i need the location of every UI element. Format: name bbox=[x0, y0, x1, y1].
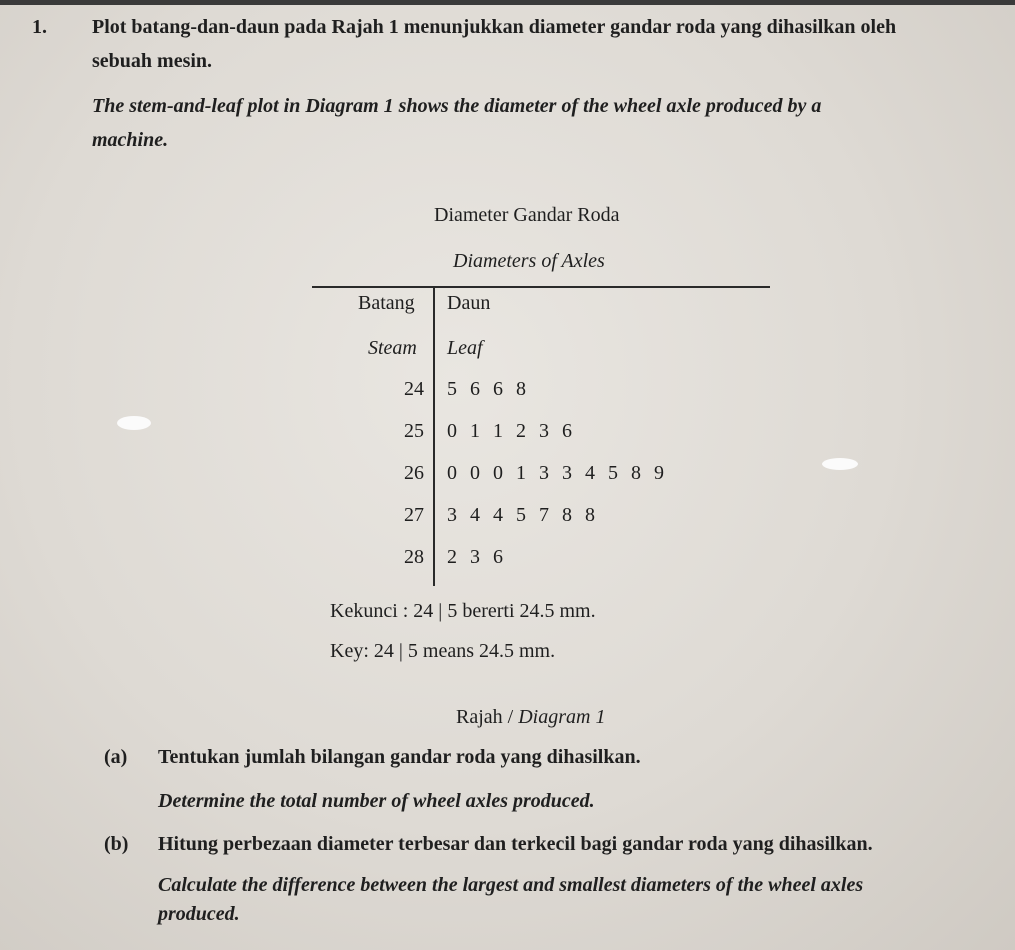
leaf-value: 3 bbox=[539, 462, 549, 484]
leaves-row-27 bbox=[447, 504, 608, 527]
leaf-value: 8 bbox=[516, 378, 526, 400]
diagram-caption-malay: Rajah / bbox=[456, 706, 519, 728]
leaves-row-25 bbox=[447, 420, 585, 443]
leaf-value: 0 bbox=[470, 462, 480, 484]
light-glare-right bbox=[822, 458, 858, 470]
light-glare-left bbox=[117, 416, 151, 430]
part-b-english-line-2: produced. bbox=[158, 903, 240, 925]
header-stem-malay: Batang bbox=[358, 292, 415, 314]
intro-english-line-2: machine. bbox=[92, 129, 169, 151]
leaves-row-24 bbox=[447, 378, 539, 401]
stem-27: 27 bbox=[404, 504, 424, 526]
leaf-value: 1 bbox=[493, 420, 503, 442]
leaf-value: 6 bbox=[493, 546, 503, 568]
leaves-row-28 bbox=[447, 546, 516, 569]
header-stem-english: Steam bbox=[368, 337, 417, 359]
leaf-value: 5 bbox=[608, 462, 618, 484]
leaf-value: 5 bbox=[447, 378, 457, 400]
leaf-value: 2 bbox=[516, 420, 526, 442]
leaf-value: 6 bbox=[562, 420, 572, 442]
leaf-value: 3 bbox=[562, 462, 572, 484]
stem-26: 26 bbox=[404, 462, 424, 484]
intro-malay-line-2: sebuah mesin. bbox=[92, 50, 213, 72]
header-leaf-malay: Daun bbox=[447, 292, 491, 314]
stem-25: 25 bbox=[404, 420, 424, 442]
diagram-caption-english: Diagram 1 bbox=[518, 706, 606, 728]
plot-divider-line bbox=[433, 288, 435, 586]
leaf-value: 0 bbox=[447, 420, 457, 442]
diagram-title-english: Diameters of Axles bbox=[453, 250, 605, 272]
part-a-english: Determine the total number of wheel axles produced. bbox=[158, 790, 595, 812]
leaves-row-26 bbox=[447, 462, 677, 485]
leaf-value: 3 bbox=[470, 546, 480, 568]
diagram-title-malay: Diameter Gandar Roda bbox=[434, 204, 620, 226]
plot-top-rule bbox=[312, 286, 770, 288]
leaf-value: 7 bbox=[539, 504, 549, 526]
leaf-value: 0 bbox=[447, 462, 457, 484]
diagram-caption bbox=[456, 706, 605, 729]
leaf-value: 9 bbox=[654, 462, 664, 484]
leaf-value: 0 bbox=[493, 462, 503, 484]
leaf-value: 2 bbox=[447, 546, 457, 568]
leaf-value: 1 bbox=[470, 420, 480, 442]
part-b-label: (b) bbox=[104, 833, 129, 855]
part-a-label: (a) bbox=[104, 746, 128, 768]
leaf-value: 4 bbox=[470, 504, 480, 526]
stem-28: 28 bbox=[404, 546, 424, 568]
part-b-malay: Hitung perbezaan diameter terbesar dan terkecil bagi gandar roda yang dihasilkan. bbox=[158, 833, 873, 855]
leaf-value: 3 bbox=[447, 504, 457, 526]
leaf-value: 4 bbox=[585, 462, 595, 484]
leaf-value: 1 bbox=[516, 462, 526, 484]
leaf-value: 3 bbox=[539, 420, 549, 442]
part-b-english-line-1: Calculate the difference between the largest and smallest diameters of the wheel axles bbox=[158, 874, 864, 896]
intro-english-line-1: The stem-and-leaf plot in Diagram 1 shows the diameter of the wheel axle produced by a bbox=[92, 95, 822, 117]
leaf-value: 6 bbox=[470, 378, 480, 400]
leaf-value: 8 bbox=[585, 504, 595, 526]
part-a-malay: Tentukan jumlah bilangan gandar roda yang dihasilkan. bbox=[158, 746, 641, 768]
leaf-value: 5 bbox=[516, 504, 526, 526]
stem-24: 24 bbox=[404, 378, 424, 400]
leaf-value: 4 bbox=[493, 504, 503, 526]
leaf-value: 8 bbox=[631, 462, 641, 484]
leaf-value: 6 bbox=[493, 378, 503, 400]
key-malay: Kekunci : 24 | 5 bererti 24.5 mm. bbox=[330, 600, 596, 622]
header-leaf-english: Leaf bbox=[447, 337, 483, 359]
key-english: Key: 24 | 5 means 24.5 mm. bbox=[330, 640, 556, 662]
leaf-value: 8 bbox=[562, 504, 572, 526]
intro-malay-line-1: Plot batang-dan-daun pada Rajah 1 menunjukkan diameter gandar roda yang dihasilkan oleh bbox=[92, 16, 897, 38]
question-number: 1. bbox=[32, 16, 47, 38]
top-edge-bar bbox=[0, 0, 1015, 5]
